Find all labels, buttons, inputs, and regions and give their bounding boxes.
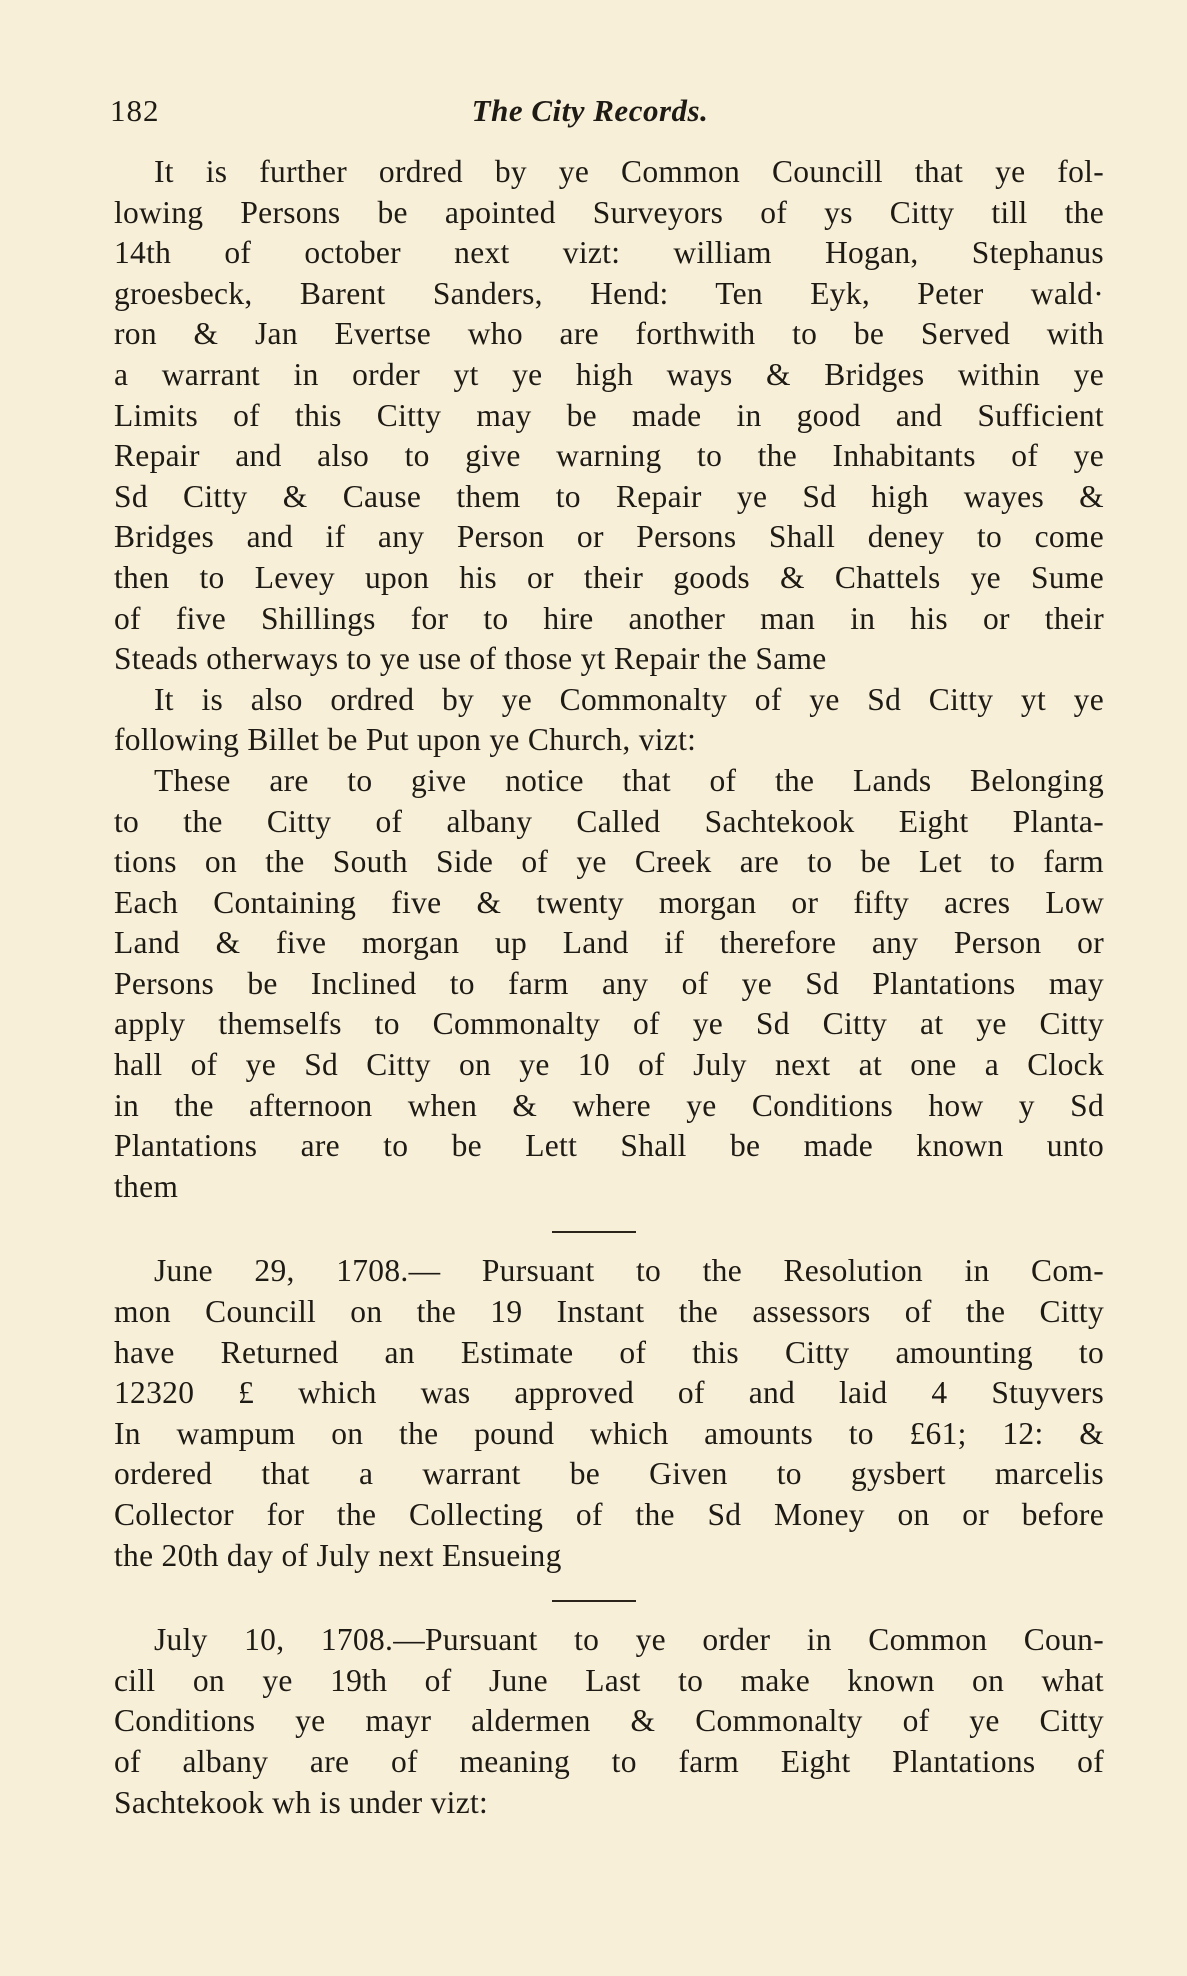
text-line: following Billet be Put upon ye Church, vizt: [114,722,697,758]
text-line: cill on ye 19th of June Last to make known on what [114,1662,1104,1698]
text-line: Each Containing five & twenty morgan or fifty acres Low [114,884,1104,920]
text-line: 12320 £ which was approved of and laid 4 Stuyvers [114,1375,1104,1411]
body-text [114,152,1104,1823]
text-line: the 20th day of July next Ensueing [114,1537,562,1573]
text-line: have Returned an Estimate of this Citty amounting to [114,1334,1104,1370]
text-line: It is also ordred by ye Commonalty of ye Sd Citty yt ye [154,681,1104,717]
text-line: It is further ordred by ye Common Councill that ye fol- [154,154,1104,189]
running-title: The City Records. [471,93,709,128]
text-line: hall of ye Sd Citty on ye 10 of July next at one a Clock [114,1047,1104,1083]
text-line: Land & five morgan up Land if therefore any Person or [114,925,1104,961]
text-line: in the afternoon when & where ye Conditions how y Sd [114,1087,1104,1123]
text-line: tions on the South Side of ye Creek are to be Let to farm [114,844,1104,880]
text-line: to the Citty of albany Called Sachtekook Eight Planta- [114,803,1104,839]
text-line: groesbeck, Barent Sanders, Hend: Ten Eyk, Peter wald· [114,275,1104,311]
text-line: lowing Persons be apointed Surveyors of ys Citty till the [114,194,1104,230]
text-line: July 10, 1708.—Pursuant to ye order in Common Coun- [154,1622,1104,1658]
paragraph-june-29 [114,1251,1104,1576]
text-line: ordered that a warrant be Given to gysbert marcelis [114,1456,1104,1492]
text-line: In wampum on the pound which amounts to £61; 12: & [114,1415,1104,1451]
paragraph-billet-order [114,680,1104,761]
text-line: Repair and also to give warning to the Inhabitants of ye [114,438,1104,474]
text-line: Conditions ye mayr aldermen & Commonalty of ye Citty [114,1703,1104,1739]
text-line: Plantations are to be Lett Shall be made known unto [114,1128,1104,1164]
text-line: Collector for the Collecting of the Sd Money on or before [114,1497,1104,1532]
page-number: 182 [110,93,160,128]
text-line: Sd Citty & Cause them to Repair ye Sd high wayes & [114,478,1104,514]
text-line: June 29, 1708.— Pursuant to the Resolution in Com- [154,1253,1104,1289]
text-line: 14th of october next vizt: william Hogan, Stephanus [114,235,1104,271]
text-line: of albany are of meaning to farm Eight Plantations of [114,1743,1104,1779]
text-line: These are to give notice that of the Lands Belonging [154,762,1104,798]
text-line: ron & Jan Evertse who are forthwith to be Served with [114,316,1104,352]
text-line: apply themselfs to Commonalty of ye Sd Citty at ye Citty [114,1006,1104,1042]
text-line: of five Shillings for to hire another man in his or their [114,600,1104,636]
text-line: a warrant in order yt ye high ways & Bridges within ye [114,356,1104,392]
text-line: them [114,1168,179,1204]
text-line: Sachtekook wh is under vizt: [114,1784,489,1820]
paragraph-surveyors [114,152,1104,680]
text-line: mon Councill on the 19 Instant the assessors of the Citty [114,1294,1104,1330]
paragraph-notice [114,761,1104,1208]
text-line: Limits of this Citty may be made in good and Sufficient [114,397,1104,433]
text-line: Bridges and if any Person or Persons Shall deney to come [114,519,1104,555]
text-line: then to Levey upon his or their goods & Chattels ye Sume [114,559,1104,595]
running-head [110,88,1070,134]
paragraph-july-10 [114,1620,1104,1823]
text-line: Steads otherways to ye use of those yt Repair the Same [114,641,827,677]
text-line: Persons be Inclined to farm any of ye Sd Plantations may [114,965,1104,1001]
